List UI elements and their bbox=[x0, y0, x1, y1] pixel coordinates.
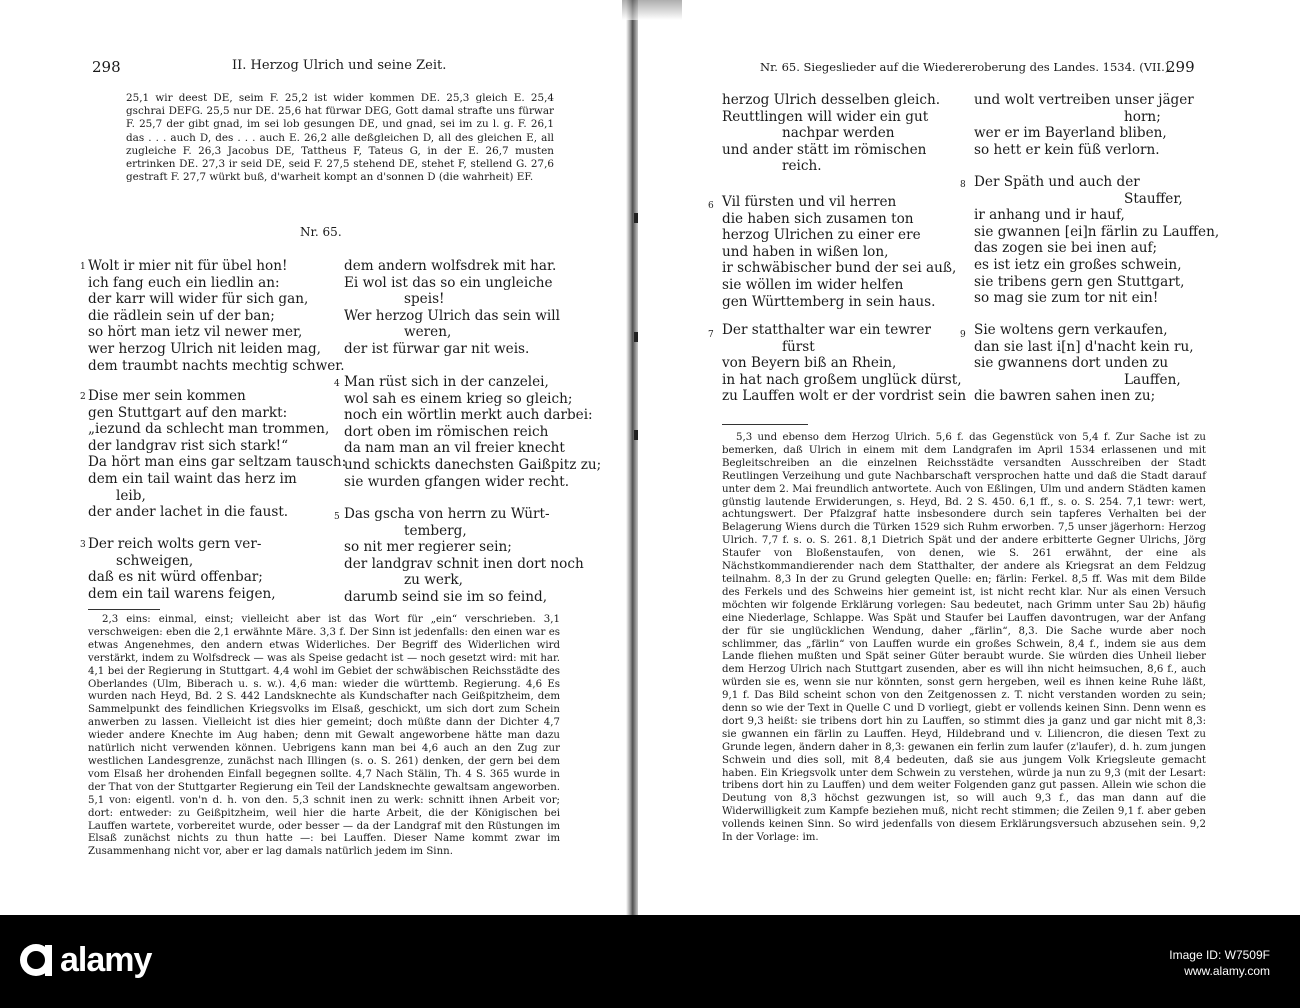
stanza-7-continued bbox=[974, 92, 1194, 158]
verse-line: gen Stuttgart auf den markt: bbox=[88, 404, 288, 421]
verse-line: herzog Ulrichen zu einer ere bbox=[722, 227, 921, 244]
verse-line: Da hört man eins gar seltzam tausch: bbox=[88, 454, 347, 471]
verse-line: darumb seind sie im so feind, bbox=[344, 588, 548, 605]
verse-line: dem ein tail waint das herz im bbox=[88, 470, 297, 487]
verse-line: der landgrav schnit inen dort noch bbox=[344, 555, 584, 572]
verse-line: dan sie last i[n] d'nacht kein ru, bbox=[974, 338, 1194, 355]
verse-line: der landgrav rist sich stark!“ bbox=[88, 437, 289, 454]
verse-line: „iezund da schlecht man trommen, bbox=[88, 421, 330, 438]
verse-line: so mag sie zum tor nit ein! bbox=[974, 290, 1159, 307]
footnotes-right bbox=[722, 432, 1206, 845]
verse-line: der ist fürwar gar nit weis. bbox=[344, 340, 530, 357]
verse-line: temberg, bbox=[404, 522, 467, 539]
footnote-text: 2,3 eins: einmal, einst; vielleicht aber ist das Wort für „ein“ verschrieben. 3,1 verschweigen: eben die 2,1 erwähnte Märe. 3,3 f. Der Sinn ist jedenfalls: den einen war es etwas Angenehmes, den andern etwas Widerliches. Der Begriff des Widerlichen wird verstärkt, indem zu Wolfsdreck — was als Speise gedacht ist — noch gesetzt wird: mit har. 4,1 bei der Regierung in Stuttgart. 4,4 wohl im Gebiet der schwäbischen Reichsstädte des Oberlandes (Ulm, Biberach u. s. w.). 4,6 man: wieder die württemb. Regierung. 4,6 Es wurden nach Heyd, Bd. 2 S. 442 Landsknechte als Kundschafter nach Geißpitzheim, dem Sammelpunkt des feindlichen Kriegsvolks im Elsaß, geschickt, um sich dort zum Schein anwerben zu lassen. Vielleicht ist dies hier gemeint; doch müßte dann der Dichter 4,7 wieder andere Knechte im Aug haben; denn mit Gewalt angeworbene hätte man dazu natürlich nicht verwenden können. Uebrigens kann man bei 4,6 auch an den Zug zur westlichen Landesgrenze, zunächst nach Illingen (s. o. S. 261) denken, der gern bei dem vom Elsaß her drohenden Einfall begegnen sollte. 4,7 Nach Stälin, Th. 4 S. 365 wurde in der That von der Stuttgarter Regierung ein Teil der Landsknechte gewaltsam angeworben. 5,1 von: eigentl. von'n d. h. von den. 5,3 schnit inen zu werk: schnitt ihnen Arbeit vor; dort: entweder: zu Geißpitzheim, weil hier die harte Arbeit, die der Königischen bei Lauffen wartete, vorbereitet wurde, oder besser — da der Landgraf mit den Rüstungen im Elsaß zunächst nichts zu thun hatte —: bei Lauffen. Dieser Name kommt zwar im Zusammenhang nicht vor, aber er lag damals natürlich jedem im Sinn. bbox=[88, 614, 560, 858]
verse-line: Wer herzog Ulrich das sein will bbox=[344, 307, 560, 324]
stanza-3-continued bbox=[344, 258, 560, 358]
verse-line: Ei wol ist das so ein ungleiche bbox=[344, 274, 553, 291]
verse-line: und haben in wißen lon, bbox=[722, 243, 889, 260]
left-page bbox=[0, 0, 628, 915]
verse-line: so hört man ietz vil newer mer, bbox=[88, 324, 303, 341]
verse-line: Sie woltens gern verkaufen, bbox=[974, 322, 1168, 338]
verse-line: sie wurden gfangen wider recht. bbox=[344, 473, 570, 490]
poem-number: Nr. 65. bbox=[300, 225, 342, 239]
verse-line: noch ein wörtlin merkt auch darbei: bbox=[344, 407, 593, 424]
verse-line: die rädlein sein uf der ban; bbox=[88, 307, 275, 324]
verse-line: ir anhang und ir hauf, bbox=[974, 207, 1125, 224]
verse-line: Stauffer, bbox=[1124, 190, 1183, 207]
footnote-text: 5,3 und ebenso dem Herzog Ulrich. 5,6 f. das Gegenstück von 5,4 f. Zur Sache ist zu bemerken, daß Ulrich in einem mit dem Landgrafen im April 1534 erlassenen und mit Begleitschreiben an die einzelnen Reichsstädte versandten Ausschreiben der Stadt Reutlingen Verzeihung und gute Nachbarschaft versprochen hatte und daß die Stadt darauf unter dem 2. Mai freundlich antwortete. Auch von Eßlingen, Ulm und andern Städten kamen günstig lautende Erwiderungen, s. Heyd, Bd. 2 S. 450. 6,1 ff., s. o. S. 254. 7,1 tewr: wert, achtungswert. Der Pfalzgraf hatte insbesondere durch sein tapferes Verhalten bei der Belagerung Wiens durch die Türken 1529 sich Ruhm erworben. 7,5 unser jägerhorn: Herzog Ulrich. 7,7 f. s. o. S. 261. 8,1 Dietrich Spät und der andere erbitterte Gegner Ulrichs, Jörg Staufer von Bloßenstaufen, von denen, wie S. 261 erwähnt, der eine als Nächstkommandierender nach dem Statthalter, der andere als Kriegsrat an dem Feldzug teilnahm. 8,3 In der zu Grund gelegten Quelle: en; färlin: Ferkel. 8,5 ff. Was mit dem Bilde des Ferkels und des Schweins hier gemeint ist, ist nicht recht klar. Nur als einen Versuch möchten wir folgende Erklärung vorlegen: Sau bedeutet, nach Grimm unter Sau 2b) häufig eine Niederlage, Schlappe. Was Spät und Staufer bei Lauffen davontrugen, war der Anfang der für sie unglücklichen Wendung, daher „färlin“, 8,3. Die Sache wurde aber noch schlimmer, das „färlin“ von Lauffen wurde ein großes Schwein, 8,4 f., indem sie aus dem Lande fliehen mußten und Spät seiner Güter beraubt wurde. Sie würden dies Unheil lieber dem Herzog Ulrich nach Stuttgart zusenden, aber es will ihn nicht heimsuchen, 8,6 f., auch würden sie es, wenn sie nur könnten, sonst gern hergeben, weil es ihnen keine Ruhe läßt, 9,1 f. Das Bild scheint schon von den Zeitgenossen z. T. nicht verstanden worden zu sein; denn so wie der Text in Quelle C und D vorliegt, giebt er vollends keinen Sinn. Denn wenn es dort 9,3 heißt: sie tribens dort hin zu Lauffen, so stimmt dies ja ganz und gar nicht mit 8,3: sie gwannen ein färlin zu Lauffen. Heyd, Hildebrand und v. Liliencron, die diesen Text zu Grunde legen, ändern daher in 8,3: gewanen ein ferlin zum laufer (z'laufer), d. h. zum jungen Schwein und dies soll, mit 8,4 bedeuten, daß sie aus jungem Volk Kriegsleute gemacht haben. Ein Kriegsvolk unter dem Schwein zu verstehen, würde ja nun zu 9,3 (mit der Lesart: tribens dort hin zu Lauffen) und dem weiter Folgenden ganz gut passen. Allein wie schon die Deutung von 8,3 höchst gezwungen ist, so will auch 9,3 f., das man dann auf die Widerwilligkeit zum Kampfe beziehen muß, nicht recht stimmen; die Zeilen 9,1 f. aber geben vollends keinen Sinn. So wird jedenfalls von diesem Erklärungsversuch abzusehen sein. 9,2 In der Vorlage: im. bbox=[722, 432, 1206, 844]
verse-line: in hat nach großem unglück dürst, bbox=[722, 371, 962, 388]
footnote-rule bbox=[88, 609, 160, 610]
running-head-right: Nr. 65. Siegeslieder auf die Wiedereroberung des Landes. 1534. (VII.) bbox=[760, 60, 1170, 74]
verse-line: Vil fürsten und vil herren bbox=[722, 194, 897, 210]
verse-line: die bawren sahen inen zu; bbox=[974, 388, 1156, 405]
stanza-8 bbox=[974, 174, 1219, 307]
verse-line: sie gwannens dort unden zu bbox=[974, 355, 1169, 372]
verse-line: die haben sich zusamen ton bbox=[722, 210, 914, 227]
footnotes-left bbox=[88, 614, 560, 859]
stanza-5 bbox=[344, 506, 584, 606]
verse-line: fürst bbox=[782, 338, 815, 355]
verse-line: Man rüst sich in der canzelei, bbox=[344, 374, 549, 390]
verse-line: das zogen sie bei inen auf; bbox=[974, 240, 1158, 257]
verse-line: von Beyern biß an Rhein, bbox=[722, 355, 897, 372]
stanza-number: 9 bbox=[960, 330, 966, 340]
verse-line: Der Späth und auch der bbox=[974, 174, 1140, 190]
running-head-left: II. Herzog Ulrich und seine Zeit. bbox=[232, 58, 447, 73]
verse-line: ich fang euch ein liedlin an: bbox=[88, 274, 280, 291]
verse-line: Das gscha von herrn zu Würt- bbox=[344, 506, 550, 522]
stanza-3 bbox=[88, 536, 276, 602]
verse-line: daß es nit würd offenbar; bbox=[88, 569, 263, 586]
footnote-rule bbox=[722, 424, 808, 425]
image-id-label: Image ID: W7509F bbox=[1169, 948, 1270, 962]
alamy-wordmark: alamy bbox=[60, 941, 152, 979]
verse-line: der karr will wider für sich gan, bbox=[88, 291, 309, 308]
verse-line: speis! bbox=[404, 291, 445, 308]
verse-line: Der reich wolts gern ver- bbox=[88, 536, 262, 552]
right-page bbox=[632, 0, 1300, 915]
verse-line: gen Württemberg in sein haus. bbox=[722, 293, 936, 310]
verse-line: dem ein tail warens feigen, bbox=[88, 585, 276, 602]
verse-line: Reuttlingen will wider ein gut bbox=[722, 108, 929, 125]
verse-line: zu Lauffen wolt er der vordrist sein bbox=[722, 388, 967, 405]
image-id bbox=[1169, 947, 1270, 979]
verse-line: herzog Ulrich desselben gleich. bbox=[722, 92, 941, 108]
stanza-1 bbox=[88, 258, 345, 374]
verse-line: sie gwannen [ei]n färlin zu Lauffen, bbox=[974, 223, 1220, 240]
verse-line: zu werk, bbox=[404, 572, 463, 589]
verse-line: Der statthalter war ein tewrer bbox=[722, 322, 931, 338]
verse-line: es ist ietz ein großes schwein, bbox=[974, 256, 1182, 273]
verse-line: dem traumbt nachts mechtig schwer. bbox=[88, 357, 345, 374]
verse-line: reich. bbox=[782, 158, 822, 175]
verse-line: wer herzog Ulrich nit leiden mag, bbox=[88, 340, 321, 357]
verse-line: sie tribens gern gen Stuttgart, bbox=[974, 273, 1185, 290]
stanza-6 bbox=[722, 194, 956, 310]
verse-line: so nit mer regierer sein; bbox=[344, 539, 512, 556]
verse-line: und schickts danechsten Gaißpitz zu; bbox=[344, 456, 602, 473]
verse-line: der ander lachet in die faust. bbox=[88, 504, 289, 521]
alamy-url: www.alamy.com bbox=[1184, 964, 1270, 978]
page-number-right: 299 bbox=[1166, 58, 1195, 76]
verse-line: schweigen, bbox=[116, 552, 194, 569]
verse-line: Dise mer sein kommen bbox=[88, 388, 246, 404]
stanza-2 bbox=[88, 388, 346, 521]
verse-line: sie wöllen im wider helfen bbox=[722, 276, 904, 293]
page-number-left: 298 bbox=[92, 58, 121, 76]
stanza-number: 5 bbox=[334, 512, 340, 522]
stanza-number: 4 bbox=[334, 379, 340, 389]
stanza-5-continued bbox=[722, 92, 940, 175]
stanza-number: 7 bbox=[708, 330, 714, 340]
verse-line: und ander stätt im römischen bbox=[722, 141, 927, 158]
verse-line: wer er im Bayerland bliben, bbox=[974, 125, 1167, 142]
verse-line: da nam man an vil freier knecht bbox=[344, 440, 565, 457]
stanza-number: 2 bbox=[80, 392, 86, 402]
verse-line: und wolt vertreiben unser jäger bbox=[974, 92, 1194, 108]
verse-line: ir schwäbischer bund der sei auß, bbox=[722, 260, 957, 277]
verse-line: leib, bbox=[116, 487, 146, 504]
verse-line: nachpar werden bbox=[782, 125, 895, 142]
verse-line: dem andern wolfsdrek mit har. bbox=[344, 258, 557, 274]
verse-line: so hett er kein füß verlorn. bbox=[974, 141, 1160, 158]
verse-line: dort oben im römischen reich bbox=[344, 423, 549, 440]
stanza-number: 6 bbox=[708, 201, 714, 211]
watermark-footer bbox=[0, 915, 1300, 1008]
verse-line: horn; bbox=[1124, 108, 1161, 125]
verse-line: weren, bbox=[404, 324, 452, 341]
verse-line: wol sah es einem krieg so gleich; bbox=[344, 390, 573, 407]
stanza-number: 1 bbox=[80, 262, 86, 272]
stanza-9 bbox=[974, 322, 1194, 405]
stanza-7 bbox=[722, 322, 966, 405]
stanza-4 bbox=[344, 374, 601, 490]
stanza-number: 8 bbox=[960, 180, 966, 190]
stanza-number: 3 bbox=[80, 540, 86, 550]
verse-line: Lauffen, bbox=[1124, 371, 1181, 388]
critical-apparatus: 25,1 wir deest DE, seim F. 25,2 ist wider kommen DE. 25,3 gleich E. 25,4 gschrai DEFG. 25,5 nur DE. 25,6 hat fürwar DEG, Gott damal strafte uns fürwar F. 25,7 der gibt gnad, im sei lob gesungen DE, und gnad, sei im zu l. g. F. 26,1 das . . . auch D, des . . . auch E. 26,2 alle deßgleichen D, all des gleichen E, all zugleiche F. 26,3 Jacobus DE, Tattheus F, Tateus G, in der E. 26,7 musten ertrinken DE. 27,3 ir seid DE, seid F. 27,5 stehend DE, stehet F, stellend G. 27,6 gestraft F. 27,7 würkt buß, d'warheit kompt an d'sonnen D (die wahrheit) EF. bbox=[126, 92, 554, 184]
verse-line: Wolt ir mier nit für übel hon! bbox=[88, 258, 288, 274]
